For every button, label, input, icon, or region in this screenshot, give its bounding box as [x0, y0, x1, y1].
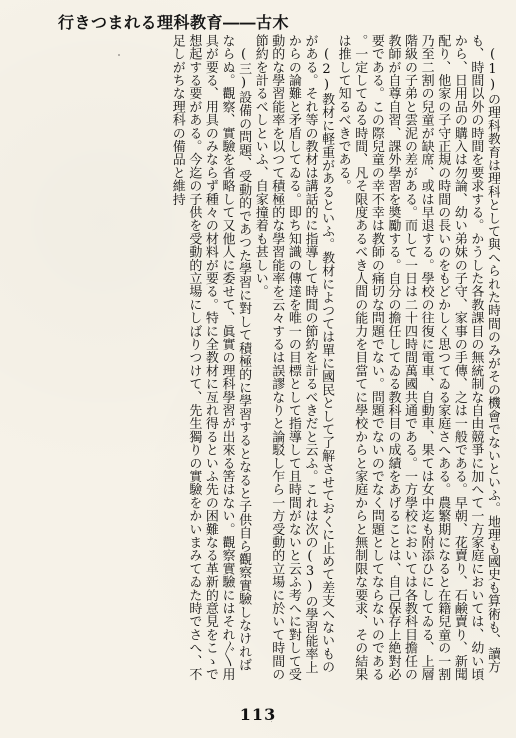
print-speck	[392, 613, 395, 616]
page-number: 113	[239, 705, 277, 724]
paragraph-2: (2)教材に軽重があるといふ。教材によつては單に國民として了解させておくに止めて差支へないものがある。それ等の教材は講話的に指導して時間の節約を計るべきだと云ふ。これは次の(3)の學習能率上からの論難と矛盾してゐる。即ち知識の傳達を唯一の目標として指導して且時間がないと云ふ考へに對して受動的な學習能率を以つて積極的な學習能率を云々するは誤謬なりと論駁し乍ら一方受動的立場に於いて時間の節約を計るべしといふ、自家撞着も甚しい。	[252, 34, 335, 681]
paragraph-1: (1)の理科教育は理科として與へられた時間のみがその機會でないといふ。地理も國史も算術も、讀方も、時間以外の時間を要求する。かうした各教課目の無統制な自由競爭に加へて一方家庭においては、幼い頃から、日用品の購入は勿論、幼い弟妹の子守、家事の手傳、之は一般である。早朝、花賣り、石鹸賣り、新聞配り、他家の子守正規の時間の長いのをもどかしく思つてゐる家庭さへある。農繁期になると在籍兒童の一割乃至二割の兒童が缺席、或は早退する。學校の往復に電車、自動車、果ては女中迄も附添ひにしてゐる、上層階級の子弟と雲泥の差がある。而して一日は二十四時間萬國共通である。一方學校においては各教科目擔任の教師が自尊自習、課外學習を奬勵する。自分の擔任してゐる教科目の成績をあげることは、自己保存上絶對必要である。この際兒童の幸不幸は教師の痛切な問題でない。問題でないのでなく問題としてならないのである。一定してゐる時間、凡そ限度あるべき人間の能力を目當てに學校からと家庭からと無制限な要求、その結果は推して知るべきである。	[335, 34, 500, 681]
running-header: 行きつまれる理科教育――古木	[58, 13, 290, 32]
print-speck	[118, 54, 120, 56]
vertical-text-block	[42, 34, 500, 682]
print-speck	[271, 721, 272, 722]
paragraph-3: (三)設備の問題、受動的であつた學習に對して積極的に學習するとなると子供自ら觀察實驗しなければならぬ。觀察、實驗を省略して又他人に委せて、眞實の理科學習が出來る筈はない。觀察實驗にはそれ〴〵用具が要る、用具のみならず種々の材料が要る。特に全教材に亙れ得るといふ先の困難なる革新的意見をこゝで想起する要がある。今迄の子供を受動的立場にしばりつけて、先生獨りの實驗をかいまみてゐた時でさへ、不足しがちな理科の備品と維持	[169, 34, 252, 681]
